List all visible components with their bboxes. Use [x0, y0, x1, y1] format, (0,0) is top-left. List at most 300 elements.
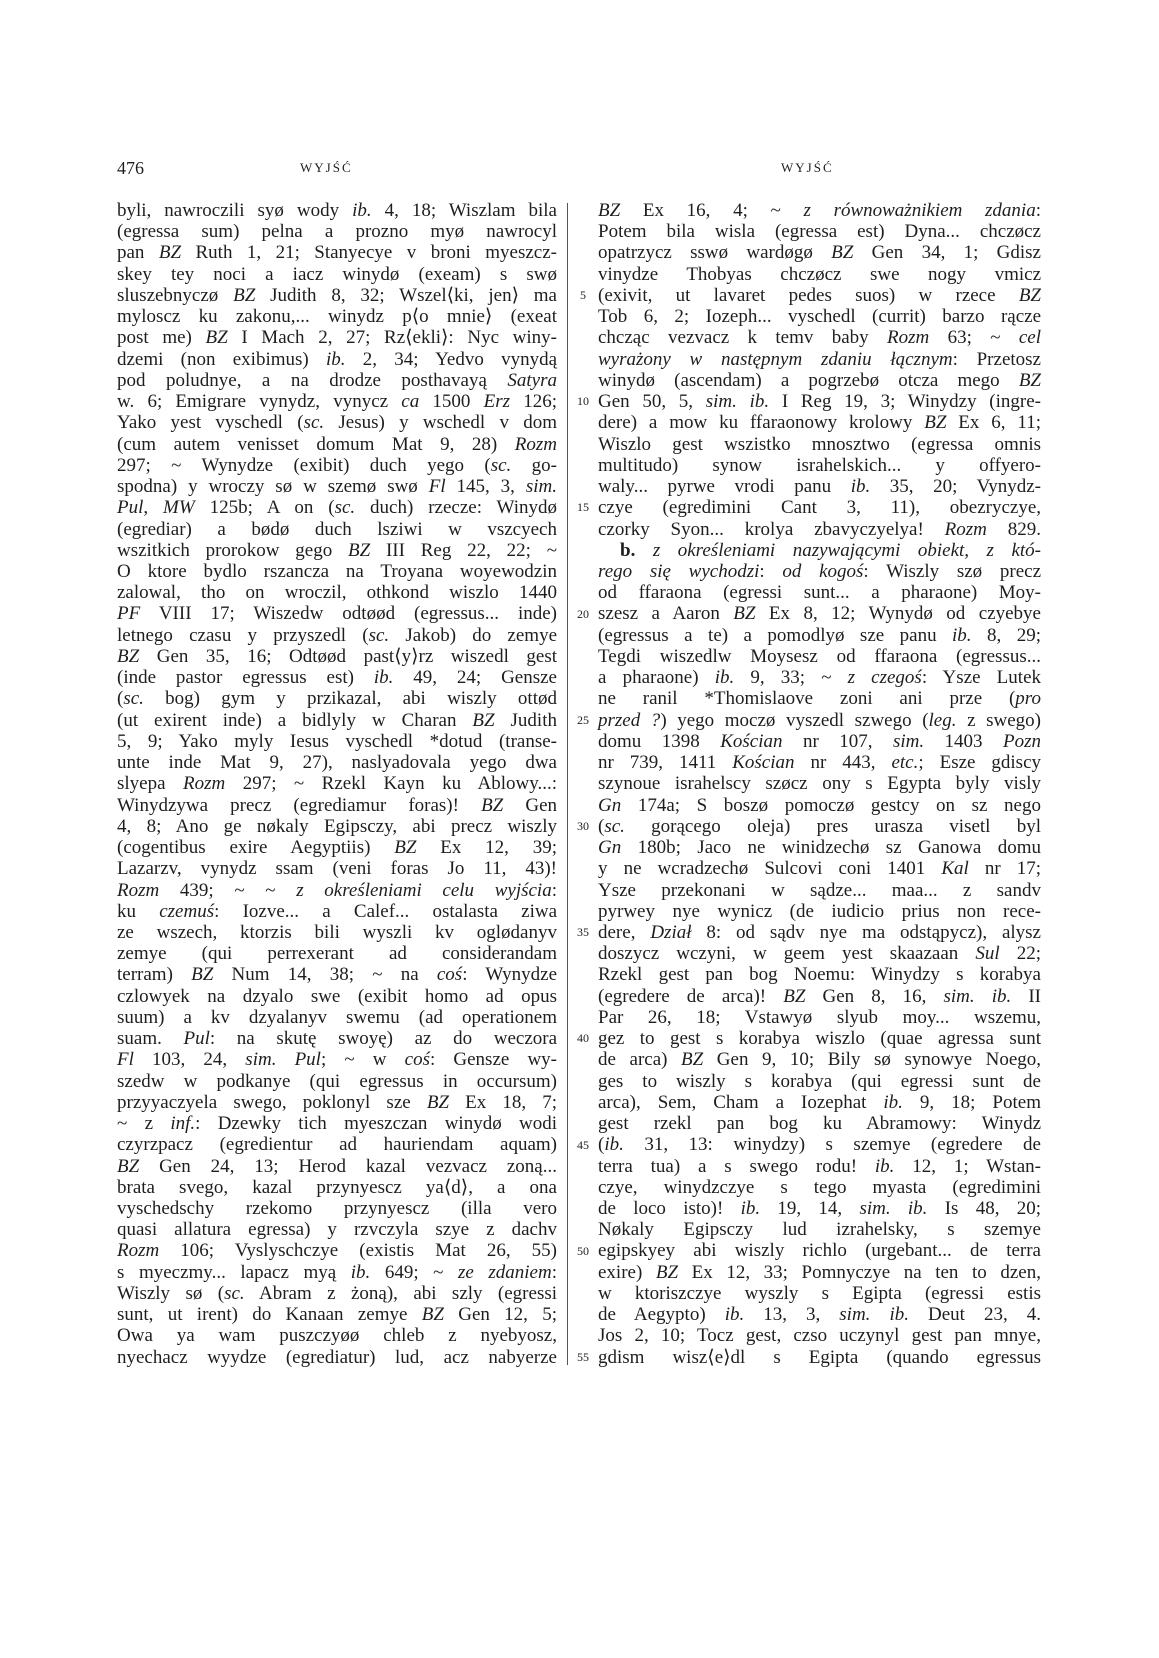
italic-text: coś: [404, 1049, 430, 1071]
italic-text: sc.: [604, 815, 625, 837]
italic-text: MW: [163, 497, 195, 519]
roman-text: (egressa sum) pelna a prozno myø nawrocyl: [117, 221, 557, 243]
roman-text: post me): [117, 327, 206, 349]
line-text: [598, 837, 1041, 858]
text-line: [117, 306, 557, 327]
roman-text: Winydzywa precz (egrediamur foras)!: [117, 794, 482, 816]
roman-text: wszitkich prorokow gego: [117, 539, 348, 561]
italic-text: Pul: [183, 1028, 210, 1050]
line-text: [598, 455, 1041, 476]
roman-text: Gen 35, 16; Odtøød past⟨y⟩rz wiszedl gest: [139, 645, 557, 667]
running-head-right: WYJŚĆ: [781, 160, 834, 175]
italic-text: sim.: [525, 476, 557, 498]
roman-text: go-: [511, 454, 557, 476]
text-line: [598, 1198, 1041, 1219]
line-text: [598, 688, 1041, 709]
roman-text: 49, 24; Gensze: [393, 667, 557, 689]
line-text: [598, 964, 1041, 985]
text-line: [117, 1219, 557, 1240]
line-number: 15: [577, 500, 589, 515]
roman-text: chcząc vezvacz k temv baby: [598, 327, 887, 349]
text-line: [117, 964, 557, 985]
italic-text: czemuś: [159, 900, 215, 922]
text-line: [117, 349, 557, 370]
line-text: [117, 1304, 557, 1325]
roman-text: Gen 9, 10; Bily sø synowye Noego,: [703, 1049, 1042, 1071]
line-text: [117, 816, 557, 837]
text-line: [117, 370, 557, 391]
text-line: [598, 1347, 1041, 1368]
italic-text: BZ: [1018, 284, 1041, 306]
roman-text: Jesus) y wschedl v dom: [324, 412, 557, 434]
text-line: [117, 242, 557, 263]
roman-text: (exivit, ut lavaret pedes suos) w rzece: [598, 284, 1019, 306]
line-text: [117, 773, 557, 794]
roman-text: Gen 34, 1; Gdisz: [853, 242, 1041, 264]
italic-text: BZ: [655, 1261, 679, 1283]
roman-text: czye, winydzczye s tego myasta (egredimini: [598, 1176, 1041, 1198]
line-text: [117, 646, 557, 667]
line-text: [117, 1049, 557, 1070]
italic-text: sc.: [490, 454, 512, 476]
roman-text: quasi allatura egressa) y rzvczyla szye z dachv: [117, 1219, 557, 1241]
italic-text: Kościan: [720, 730, 783, 752]
italic-text: ib.: [350, 1261, 371, 1283]
italic-text: Gn: [598, 794, 622, 816]
roman-text: ~ z: [117, 1113, 171, 1135]
line-text: [117, 1283, 557, 1304]
roman-text: unte inde Mat 9, 27), naslyadovala yego dwa: [117, 752, 557, 774]
italic-text: z czegoś: [847, 667, 922, 689]
text-line: [117, 603, 557, 624]
line-text: [117, 1219, 557, 1240]
roman-text: dere) a mow ku ffaraonowy krolowy: [598, 412, 925, 434]
roman-text: Wiszly sø (: [117, 1282, 225, 1304]
roman-text: a pharaone): [598, 667, 715, 689]
italic-text: coś: [436, 964, 463, 986]
roman-text: dere,: [598, 921, 651, 943]
roman-text: :: [551, 879, 557, 901]
italic-text: BZ: [924, 412, 947, 434]
roman-text: Tegdi wiszedlw Moysesz od ffaraona (egressus...: [598, 645, 1041, 667]
roman-text: Ysze przekonani w sądze... maa... z sandv: [598, 879, 1041, 901]
roman-text: sluszebnyczø: [117, 284, 234, 306]
roman-text: czye (egredimini Cant 3, 11), obezryczye,: [598, 497, 1041, 519]
line-number: 5: [580, 287, 586, 302]
text-line: [117, 264, 557, 285]
roman-text: 126;: [510, 391, 557, 413]
line-text: [598, 752, 1041, 773]
line-text: [598, 667, 1041, 688]
italic-text: BZ: [783, 985, 806, 1007]
italic-text: przed ?: [598, 709, 661, 731]
line-text: [117, 752, 557, 773]
text-line: [117, 1092, 557, 1113]
roman-text: vyschedschy rzekomo przynyescz (illa vero: [117, 1198, 557, 1220]
text-line: [117, 582, 557, 603]
text-line: [598, 943, 1041, 964]
roman-text: Ex 6, 11;: [946, 412, 1041, 434]
line-text: [117, 858, 557, 879]
roman-text: myloscz ku zakonu,... winydz p⟨o mnie⟩ (exeat: [117, 306, 557, 328]
text-line: [598, 858, 1041, 879]
line-text: [117, 349, 557, 370]
roman-text: III Reg 22, 22; ~: [370, 539, 557, 561]
line-text: [598, 391, 1041, 412]
text-line: [117, 412, 557, 433]
roman-text: Ex 18, 7;: [449, 1091, 557, 1113]
line-text: [598, 1028, 1041, 1049]
line-text: [598, 1347, 1041, 1368]
roman-text: domu 1398: [598, 730, 721, 752]
italic-text: z określeniami celu wyjścia: [296, 879, 552, 901]
line-text: [117, 1156, 557, 1177]
roman-text: nyechacz wyydze (egrediatur) lud, acz nabyerze: [117, 1346, 557, 1368]
roman-text: Nøkaly Egipsczy lud izrahelsky, s szemye: [598, 1219, 1041, 1241]
italic-text: Pul: [117, 497, 144, 519]
text-line: [598, 412, 1041, 433]
roman-text: terra tua) a s swego rodu!: [598, 1155, 875, 1177]
italic-text: Rozm: [117, 1240, 160, 1262]
text-line: [598, 773, 1041, 794]
line-text: [598, 1240, 1041, 1261]
roman-text: nr 17;: [968, 858, 1042, 880]
roman-text: Ruth 1, 21; Stanyecye v broni myeszcz-: [181, 242, 557, 264]
roman-text: ; Esze gdiscy: [918, 752, 1042, 774]
italic-text: BZ: [421, 1304, 444, 1326]
italic-text: Satyra: [507, 369, 557, 391]
roman-text: Deut 23, 4.: [908, 1304, 1041, 1326]
line-text: [598, 880, 1041, 901]
italic-text: Rozm: [117, 879, 160, 901]
text-line: [117, 1071, 557, 1092]
roman-text: de loco isto)!: [598, 1198, 741, 1220]
italic-text: BZ: [472, 709, 495, 731]
italic-text: ib.: [850, 476, 871, 498]
roman-text: nr 107,: [782, 730, 893, 752]
roman-text: Ex 12, 39;: [416, 837, 558, 859]
right-column: [598, 200, 1041, 1368]
text-line: [598, 1262, 1041, 1283]
text-line: [117, 752, 557, 773]
roman-text: (: [117, 688, 124, 710]
roman-text: 106; Vyslyschczye (existis Mat 26, 55): [159, 1240, 557, 1262]
roman-text: bog) gym y przikazal, abi wiszly ottød: [143, 688, 557, 710]
roman-text: (: [598, 815, 605, 837]
text-line: [117, 858, 557, 879]
line-text: [598, 200, 1041, 221]
roman-text: I Reg 19, 3; Winydzy (ingre-: [769, 391, 1041, 413]
text-line: [598, 1049, 1041, 1070]
roman-text: (egrediar) a bødø duch lsziwi w vszcyech: [117, 518, 557, 540]
italic-text: sim.: [892, 730, 925, 752]
roman-text: 9, 33; ~: [734, 667, 848, 689]
roman-text: exire): [598, 1261, 656, 1283]
text-line: [117, 476, 557, 497]
roman-text: szedw w podkanye (qui egressus in occursum): [117, 1070, 557, 1092]
text-line: [117, 1156, 557, 1177]
roman-text: : Iozve... a Calef... ostalasta ziwa: [214, 900, 558, 922]
roman-text: czlowyek na dzyalo swe (exibit homo ad opus: [117, 985, 557, 1007]
line-text: [598, 221, 1041, 242]
italic-text: BZ: [394, 837, 417, 859]
text-line: [598, 327, 1041, 348]
line-text: [117, 242, 557, 263]
italic-text: Kal: [941, 858, 969, 880]
line-text: [598, 986, 1041, 1007]
text-line: [117, 986, 557, 1007]
text-line: [598, 221, 1041, 242]
line-text: [117, 1198, 557, 1219]
text-line: [598, 880, 1041, 901]
italic-text: Kościan: [732, 752, 795, 774]
text-line: [117, 1113, 557, 1134]
roman-text: winydø (ascendam) a pogrzebø otcza mego: [598, 369, 1019, 391]
roman-text: 13, 3,: [744, 1304, 840, 1326]
text-line: [598, 497, 1041, 518]
text-line: [598, 1134, 1041, 1155]
text-line: [117, 646, 557, 667]
text-line: [598, 710, 1041, 731]
italic-text: BZ: [481, 794, 504, 816]
line-text: [117, 922, 557, 943]
text-line: [598, 285, 1041, 306]
line-text: [598, 561, 1041, 582]
roman-text: Rzekl gest pan bog Noemu: Winydzy s korabya: [598, 964, 1041, 986]
roman-text: gorącego oleja) pres urasza visetl byl: [624, 815, 1041, 837]
text-line: [598, 582, 1041, 603]
text-line: [598, 561, 1041, 582]
line-text: [117, 795, 557, 816]
text-line: [598, 540, 1041, 561]
italic-text: Erz: [483, 391, 511, 413]
italic-text: PF: [117, 603, 141, 625]
column-divider: [567, 203, 568, 1365]
line-text: [598, 1156, 1041, 1177]
text-line: [117, 922, 557, 943]
line-text: [598, 370, 1041, 391]
roman-text: de Aegypto): [598, 1304, 725, 1326]
roman-text: 297; ~ Wynydze (exibit) duch yego (: [117, 454, 491, 476]
roman-text: Abram z żoną), abi szly (egressi: [244, 1282, 558, 1304]
roman-text: przyyaczyela swego, poklonyl sze: [117, 1091, 427, 1113]
italic-text: sim. Pul: [245, 1049, 321, 1071]
roman-text: (ut exirent inde) a bidlyly w Charan: [117, 709, 473, 731]
roman-text: gest rzekl pan bog ku Abramowy: Winydz: [598, 1113, 1041, 1135]
text-line: [117, 327, 557, 348]
text-line: [117, 285, 557, 306]
roman-text: 180b; Jaco ne winidzechø sz Ganowa domu: [621, 837, 1041, 859]
line-text: [117, 221, 557, 242]
line-text: [598, 1007, 1041, 1028]
roman-text: 8: od sądv nye ma odstąpycz), alysz: [691, 921, 1041, 943]
line-text: [117, 519, 557, 540]
text-line: [598, 1092, 1041, 1113]
line-text: [117, 1028, 557, 1049]
roman-text: brata svego, kazal przynyescz ya⟨d⟩, a ona: [117, 1176, 557, 1198]
line-text: [598, 773, 1041, 794]
roman-text: 297; ~ Rzekl Kayn ku Ablowy...:: [225, 773, 557, 795]
roman-text: Lazarzv, vynydz ssam (veni foras Jo 11, 43)!: [117, 858, 557, 880]
italic-text: Rozm: [514, 433, 557, 455]
text-line: [117, 1028, 557, 1049]
roman-text: 145, 3,: [445, 476, 526, 498]
italic-text: BZ: [733, 603, 756, 625]
text-line: [598, 1156, 1041, 1177]
line-text: [117, 1240, 557, 1261]
text-line: [117, 1347, 557, 1368]
italic-text: sc.: [224, 1282, 245, 1304]
italic-text: z określeniami nazywającymi obiekt, z któ-: [652, 539, 1041, 561]
roman-text: vinydze Thobyas chczøcz swe nogy vmicz: [598, 263, 1041, 285]
italic-text: etc.: [891, 752, 919, 774]
line-text: [598, 646, 1041, 667]
roman-text: 1500: [419, 391, 484, 413]
text-line: [598, 519, 1041, 540]
italic-text: sc.: [123, 688, 144, 710]
italic-text: ib.: [874, 1155, 895, 1177]
roman-text: doszycz wczyni, w geem yest skaazaan: [598, 943, 976, 965]
roman-text: [635, 540, 653, 561]
text-line: [598, 434, 1041, 455]
italic-text: cel: [1018, 327, 1041, 349]
text-line: [117, 688, 557, 709]
italic-text: BZ: [117, 645, 140, 667]
roman-text: 4, 18; Wiszlam bila: [371, 200, 557, 221]
line-text: [598, 1198, 1041, 1219]
line-text: [117, 880, 557, 901]
italic-text: BZ: [158, 242, 182, 264]
line-text: [598, 731, 1041, 752]
line-text: [598, 1071, 1041, 1092]
roman-text: 1403: [924, 730, 1004, 752]
roman-text: 5, 9; Yako myly Iesus vyschedl *dotud (transe-: [117, 730, 557, 752]
text-line: [598, 349, 1041, 370]
text-line: [598, 1007, 1041, 1028]
roman-text: Jakob) do zemye: [389, 624, 558, 646]
text-line: [117, 1325, 557, 1346]
roman-text: Is 48, 20;: [927, 1198, 1042, 1220]
text-line: [117, 667, 557, 688]
italic-text: BZ: [205, 327, 228, 349]
italic-text: pro: [1015, 688, 1041, 710]
line-text: [117, 540, 557, 561]
roman-text: zalowal, tho on wroczil, othkond wiszlo 1440: [117, 582, 557, 604]
text-line: [117, 1049, 557, 1070]
roman-text: Gen: [503, 794, 558, 816]
roman-text: 2, 34; Yedvo vynydą: [345, 348, 557, 370]
text-line: [598, 603, 1041, 624]
text-line: [598, 731, 1041, 752]
roman-text: s myeczmy... lapacz myą: [117, 1261, 351, 1283]
line-text: [117, 625, 557, 646]
roman-text: nr 739, 1411: [598, 752, 733, 774]
line-text: [598, 497, 1041, 518]
italic-text: BZ: [191, 964, 214, 986]
roman-text: Num 14, 38; ~ na: [213, 964, 437, 986]
italic-text: BZ: [233, 284, 256, 306]
text-line: [598, 391, 1041, 412]
roman-text: suam.: [117, 1028, 184, 1050]
italic-text: rego się wychodzi: [598, 560, 760, 582]
line-text: [117, 731, 557, 752]
line-number: 50: [577, 1243, 589, 1258]
line-text: [117, 667, 557, 688]
roman-text: II: [1011, 985, 1042, 1007]
roman-text: letnego czasu y przyszedl (: [117, 624, 369, 646]
text-line: [117, 434, 557, 455]
text-line: [598, 1240, 1041, 1261]
line-text: [598, 519, 1041, 540]
roman-text: 174a; S boszø pomoczø gestcy on sz nego: [621, 794, 1041, 816]
roman-text: gdism wisz⟨e⟩dl s Egipta (quando egressus: [598, 1346, 1041, 1368]
italic-text: Rozm: [183, 773, 226, 795]
italic-text: ca: [401, 391, 420, 413]
line-text: [117, 1325, 557, 1346]
italic-text: sim. ib.: [839, 1304, 909, 1326]
roman-text: ku: [117, 900, 160, 922]
line-number: 40: [577, 1031, 589, 1046]
line-text: [117, 1262, 557, 1283]
line-text: [598, 434, 1041, 455]
roman-text: I Mach 2, 27; Rz⟨ekli⟩: Nyc winy-: [227, 327, 557, 349]
roman-text: : Dzewky tich myeszczan winydø wodi: [195, 1113, 558, 1135]
line-text: [598, 901, 1041, 922]
roman-text: (egredere de arca)!: [598, 985, 784, 1007]
roman-text: slyepa: [117, 773, 183, 795]
italic-text: Sul: [975, 943, 1000, 965]
roman-text: terram): [117, 964, 192, 986]
text-line: [598, 837, 1041, 858]
text-line: [117, 1198, 557, 1219]
line-text: [117, 837, 557, 858]
italic-text: leg.: [928, 709, 957, 731]
line-text: [598, 1134, 1041, 1155]
roman-text: z swego): [956, 709, 1041, 731]
roman-text: szesz a Aaron: [598, 603, 734, 625]
italic-text: Pozn: [1003, 730, 1042, 752]
line-text: [117, 964, 557, 985]
line-text: [117, 264, 557, 285]
text-line: [117, 1134, 557, 1155]
italic-text: ib.: [352, 200, 372, 221]
italic-text: sim. ib.: [859, 1198, 928, 1220]
roman-text: Par 26, 18; Vstawyø slyub moy... wszemu,: [598, 1006, 1041, 1028]
roman-text: pod poludnye, a na drodze posthavayą: [117, 369, 508, 391]
line-text: [117, 412, 557, 433]
roman-text: pan: [117, 242, 159, 264]
line-text: [598, 1262, 1041, 1283]
text-line: [598, 688, 1041, 709]
line-text: [117, 1113, 557, 1134]
roman-text: skey tey noci a iacz winydø (exeam) s swø: [117, 263, 557, 285]
text-line: [598, 922, 1041, 943]
line-text: [117, 561, 557, 582]
roman-text: Gen 8, 16,: [805, 985, 944, 1007]
line-number: 55: [577, 1349, 589, 1364]
roman-text: sunt, ut irent) do Kanaan zemye: [117, 1304, 422, 1326]
roman-text: zemye (qui perrexerant ad considerandam: [117, 943, 557, 965]
roman-text: O ktore bydlo rszancza na Troyana woyewodzin: [117, 560, 557, 582]
line-number: 20: [577, 606, 589, 621]
italic-text: sc.: [334, 497, 356, 519]
italic-text: sc.: [303, 412, 325, 434]
line-text: [598, 306, 1041, 327]
italic-text: ib.: [724, 1304, 745, 1326]
text-line: [117, 391, 557, 412]
roman-text: Gen 12, 5;: [443, 1304, 557, 1326]
roman-text: :: [551, 1261, 557, 1283]
